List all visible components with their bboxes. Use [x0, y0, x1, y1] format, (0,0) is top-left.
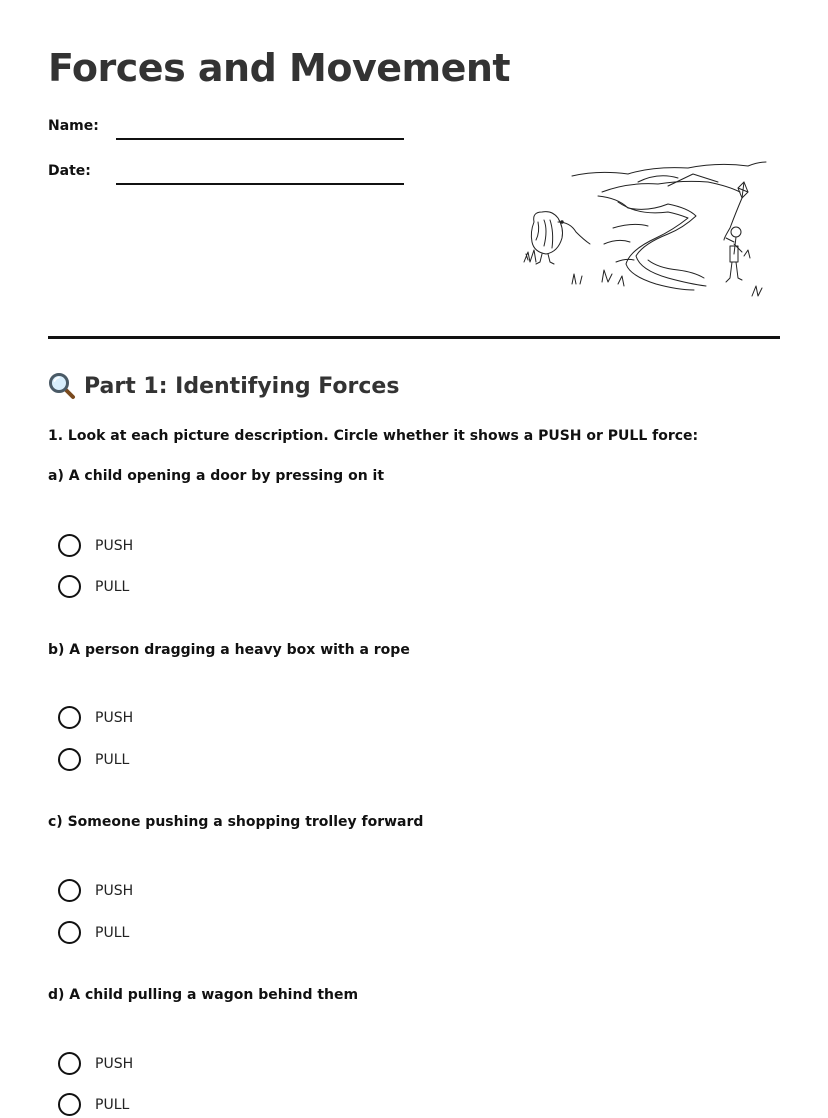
option-label: PULL [95, 578, 130, 595]
option-label: PULL [95, 924, 130, 941]
instruction-text: 1. Look at each picture description. Circle whether it shows a PUSH or PULL force: [48, 428, 699, 444]
name-label: Name: [48, 118, 99, 134]
question-a-label: a) A child opening a door by pressing on it [48, 468, 385, 484]
question-b-push-option[interactable] [58, 706, 133, 729]
question-b-pull-option[interactable] [58, 748, 129, 771]
question-d-push-option[interactable] [58, 1052, 133, 1075]
question-b-label: b) A person dragging a heavy box with a rope [48, 642, 410, 658]
option-label: PUSH [95, 537, 134, 554]
radio-circle[interactable] [58, 1093, 81, 1116]
question-d-label: d) A child pulling a wagon behind them [48, 987, 359, 1003]
date-field-line[interactable] [116, 183, 404, 185]
question-a-push-option[interactable] [58, 534, 133, 557]
option-label: PUSH [95, 1055, 134, 1072]
page-title: Forces and Movement [48, 46, 511, 90]
kiwi-kite-illustration [518, 152, 780, 304]
question-c-push-option[interactable] [58, 879, 133, 902]
option-label: PUSH [95, 882, 134, 899]
question-c-pull-option[interactable] [58, 921, 129, 944]
option-label: PUSH [95, 709, 134, 726]
radio-circle[interactable] [58, 706, 81, 729]
radio-circle[interactable] [58, 1052, 81, 1075]
radio-circle[interactable] [58, 879, 81, 902]
radio-circle[interactable] [58, 575, 81, 598]
question-c-label: c) Someone pushing a shopping trolley forward [48, 814, 424, 830]
magnifier-icon [48, 372, 76, 400]
radio-circle[interactable] [58, 748, 81, 771]
radio-circle[interactable] [58, 534, 81, 557]
section-divider [48, 336, 780, 339]
section-title [48, 372, 399, 400]
option-label: PULL [95, 751, 130, 768]
name-field-line[interactable] [116, 138, 404, 140]
question-d-pull-option[interactable] [58, 1093, 129, 1116]
question-a-pull-option[interactable] [58, 575, 129, 598]
option-label: PULL [95, 1096, 130, 1113]
radio-circle[interactable] [58, 921, 81, 944]
section-title-text: Part 1: Identifying Forces [84, 373, 400, 399]
date-label: Date: [48, 163, 91, 179]
